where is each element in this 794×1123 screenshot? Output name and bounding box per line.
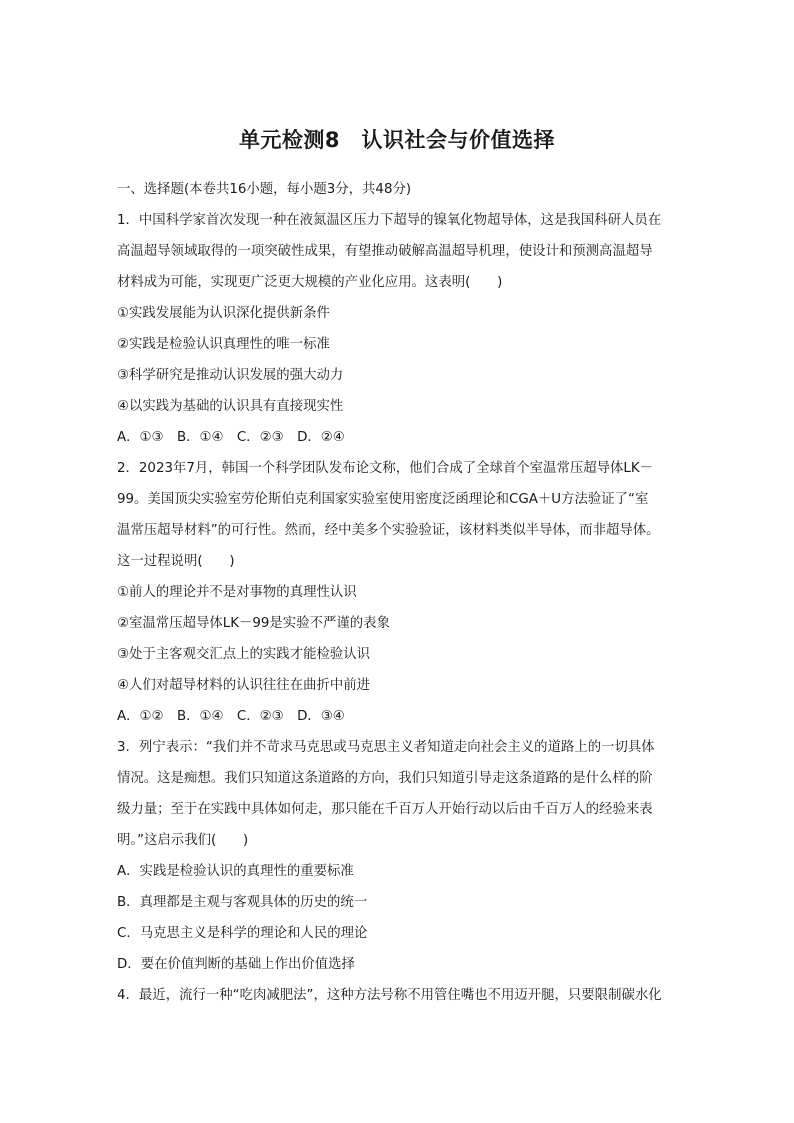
option-line: ④人们对超导材料的认识往往在曲折中前进 <box>117 678 371 693</box>
option-line: ④以实践为基础的认识具有直接现实性 <box>117 399 344 414</box>
text-line: 4．最近，流行一种“吃肉减肥法”，这种方法号称不用管住嘴也不用迈开腿，只要限制碳水化 <box>117 988 662 1003</box>
text-line: 明。”这启示我们( ) <box>117 833 249 848</box>
text-line: 2．2023年7月，韩国一个科学团队发布论文称，他们合成了全球首个室温常压超导体LK－ <box>117 461 654 476</box>
option-line: B．真理都是主观与客观具体的历史的统一 <box>117 895 368 910</box>
text-line: 3．列宁表示：“我们并不苛求马克思或马克思主义者知道走向社会主义的道路上的一切具体 <box>117 740 655 755</box>
answer-choices: A．①③ B．①④ C．②③ D．②④ <box>117 430 345 445</box>
text-line: 材料成为可能，实现更广泛更大规模的产业化应用。这表明( ) <box>117 275 503 290</box>
question-body <box>117 174 683 1011</box>
text-line: 级力量；至于在实践中具体如何走，那只能在千百万人开始行动以后由千百万人的经验来表 <box>117 802 653 817</box>
option-line: A．实践是检验认识的真理性的重要标准 <box>117 864 354 879</box>
text-line: 这一过程说明( ) <box>117 554 235 569</box>
option-line: D．要在价值判断的基础上作出价值选择 <box>117 957 355 972</box>
option-line: ②室温常压超导体LK－99是实验不严谨的表象 <box>117 616 390 631</box>
text-line: 情况。这是痴想。我们只知道这条道路的方向，我们只知道引导走这条道路的是什么样的阶 <box>117 771 653 786</box>
option-line: ③处于主客观交汇点上的实践才能检验认识 <box>117 647 371 662</box>
option-line: ①前人的理论并不是对事物的真理性认识 <box>117 585 357 600</box>
text-line: 1．中国科学家首次发现一种在液氮温区压力下超导的镍氧化物超导体，这是我国科研人员在 <box>117 213 662 228</box>
text-line: 温常压超导材料”的可行性。然而，经中美多个实验验证，该材料类似半导体，而非超导体。 <box>117 523 660 538</box>
option-line: ③科学研究是推动认识发展的强大动力 <box>117 368 344 383</box>
section-header: 一、选择题(本卷共16小题，每小题3分，共48分) <box>117 182 412 197</box>
option-line: C．马克思主义是科学的理论和人民的理论 <box>117 926 368 941</box>
text-line: 高温超导领域取得的一项突破性成果，有望推动破解高温超导机理，使设计和预测高温超导 <box>117 244 653 259</box>
option-line: ②实践是检验认识真理性的唯一标准 <box>117 337 330 352</box>
option-line: ①实践发展能为认识深化提供新条件 <box>117 306 330 321</box>
answer-choices: A．①② B．①④ C．②③ D．③④ <box>117 709 345 724</box>
text-line: 99。美国顶尖实验室劳伦斯伯克利国家实验室使用密度泛函理论和CGA＋U方法验证了“室 <box>117 492 649 507</box>
page-title: 单元检测8 认识社会与价值选择 <box>238 128 556 152</box>
